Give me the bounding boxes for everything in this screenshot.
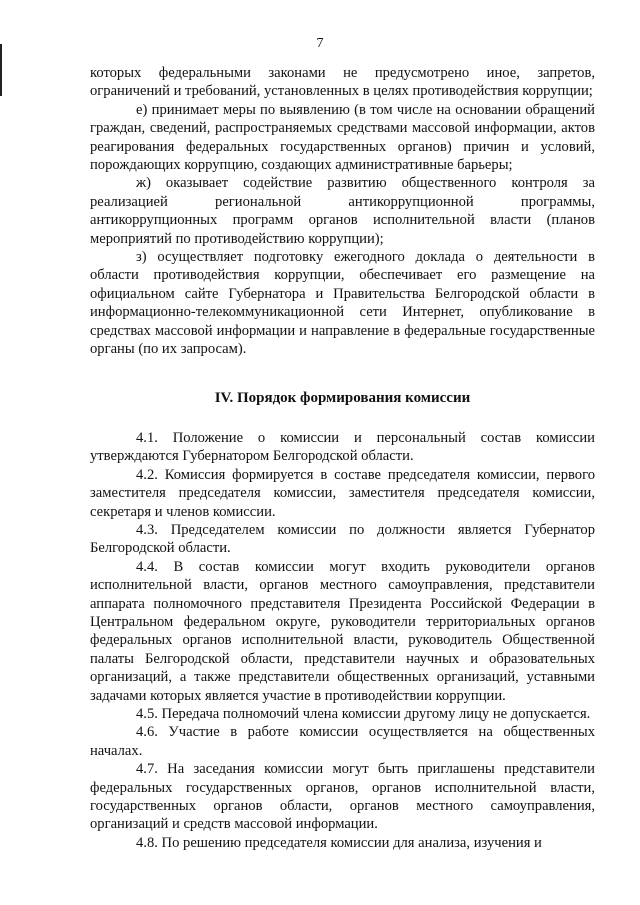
paragraph: 4.6. Участие в работе комиссии осуществляется на общественных началах. [90, 724, 595, 759]
paragraph: 4.5. Передача полномочий члена комиссии другому лицу не допускается. [136, 706, 591, 722]
paragraph: 4.2. Комиссия формируется в составе председателя комиссии, первого заместителя председателя комиссии, заместителя председателя комиссии, секретаря и членов комиссии. [90, 466, 595, 520]
paragraph: е) принимает меры по выявлению (в том числе на основании обращений граждан, сведений, распространяемых средствами массовой информации, актов реагирования федеральных государственных органов) причин и условий, порождающих коррупцию, создающих административные барьеры; [90, 101, 595, 174]
document-body [90, 64, 595, 852]
paragraph: 4.7. На заседания комиссии могут быть приглашены представители федеральных государственных органов, органов исполнительной власти, государственных органов области, органов местного самоуправления, организаций и средств массовой информации. [90, 761, 595, 833]
paragraph: з) осуществляет подготовку ежегодного доклада о деятельности в области противодействия коррупции, обеспечивает его размещение на официальном сайте Губернатора и Правительства Белгородской области в информационно-телекоммуникационной сети Интернет, опубликование в средствах массовой информации и направление в федеральные государственные органы (по их запросам). [90, 249, 595, 358]
paragraph: 4.8. По решению председателя комиссии для анализа, изучения и [136, 834, 542, 851]
page-number: 7 [316, 36, 324, 51]
paragraphs-bottom [90, 429, 595, 852]
paragraph: которых федеральными законами не предусмотрено иное, запретов, ограничений и требований, установленных в целях противодействия коррупции; [90, 65, 595, 100]
paragraph: 4.1. Положение о комиссии и персональный состав комиссии утверждаются Губернатором Белгородской области. [90, 429, 595, 465]
paragraph: 4.3. Председателем комиссии по должности является Губернатор Белгородской области. [90, 521, 595, 557]
paragraph: 4.4. В состав комиссии могут входить руководители органов исполнительной власти, органов местного самоуправления, представители аппарата полномочного представителя Президента Российской Федерации в Центральном федеральном округе, руководители территориальных органов федеральных органов исполнительной власти, руководитель Общественной палаты Белгородской области, представители научных и образовательных организаций, а также представители общественных организаций, уставными задачами которых является участие в противодействии коррупции. [90, 558, 595, 704]
paragraphs-top [90, 64, 595, 359]
paragraph: ж) оказывает содействие развитию общественного контроля за реализацией региональной антикоррупционной программы, антикоррупционных программ органов исполнительной власти (планов мероприятий по противодействию коррупции); [90, 175, 595, 247]
section-heading: IV. Порядок формирования комиссии [214, 389, 471, 406]
